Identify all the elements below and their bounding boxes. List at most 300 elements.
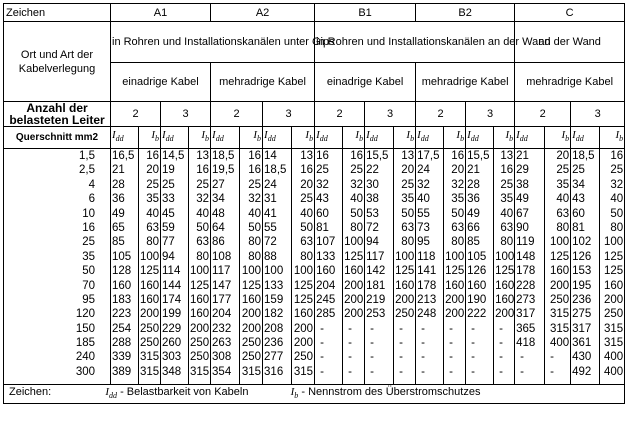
- table-cell: 100: [241, 265, 262, 278]
- table-cell: 117: [212, 265, 231, 278]
- table-cell: 250: [293, 351, 314, 364]
- table-cell: 348: [162, 365, 182, 378]
- table-cell: 125: [241, 279, 262, 292]
- table-cell: 34: [572, 178, 585, 191]
- header-symbol-idd: $I_{dd}$: [365, 127, 394, 149]
- table-cell: 141: [417, 265, 437, 278]
- table-cell: 32: [417, 178, 430, 191]
- table-cell: 31: [264, 193, 277, 206]
- group-b2: B2: [416, 4, 515, 22]
- table-cell: 222: [467, 308, 487, 321]
- header-symbol-idd: $I_{dd}$: [211, 127, 240, 149]
- querschnitt-value: 150: [75, 322, 95, 335]
- table-cell: 80: [610, 221, 624, 234]
- table-cell: -: [499, 322, 503, 335]
- group-c: C: [515, 4, 625, 22]
- header-symbol-ib: $I_b$: [545, 127, 571, 149]
- table-cell: 67: [516, 207, 529, 220]
- header-symbol-idd: $I_{dd}$: [315, 127, 343, 149]
- table-cell: 160: [293, 308, 314, 321]
- table-cell: 400: [603, 351, 624, 364]
- table-cell: 40: [248, 207, 262, 220]
- table-cell: 66: [467, 221, 480, 234]
- table-cell: -: [348, 351, 352, 364]
- table-cell: 315: [549, 308, 570, 321]
- table-cell: 250: [140, 322, 160, 335]
- table-cell: 100: [395, 250, 415, 263]
- table-cell: 315: [603, 322, 624, 335]
- table-cell: 27: [212, 178, 225, 191]
- table-cell: 204: [316, 279, 336, 292]
- table-cell: 308: [212, 351, 232, 364]
- table-cell: 200: [603, 293, 624, 306]
- table-cell: 229: [162, 322, 182, 335]
- table-cell: 35: [146, 193, 159, 206]
- table-cell: -: [421, 322, 425, 335]
- table-cell: 250: [190, 337, 210, 350]
- table-cell: 50: [196, 221, 210, 234]
- table-cell: 18,5: [212, 150, 235, 162]
- table-cell: 100: [293, 265, 314, 278]
- table-cell: -: [320, 365, 324, 378]
- table-cell: 32: [196, 193, 210, 206]
- data-column: [545, 149, 571, 385]
- table-cell: 25: [316, 164, 329, 177]
- querschnitt-value: 1,5: [79, 150, 95, 162]
- table-cell: 228: [516, 279, 536, 292]
- leiter-count: 2: [111, 102, 161, 127]
- table-cell: -: [520, 365, 524, 378]
- table-cell: 18,5: [572, 150, 595, 162]
- table-cell: 63: [146, 221, 159, 234]
- leiter-count: 2: [515, 102, 571, 127]
- table-cell: 303: [162, 351, 182, 364]
- table-cell: -: [348, 322, 352, 335]
- table-cell: 232: [212, 322, 232, 335]
- verlegung-label: Ort und Art der Kabelverlegung: [4, 22, 111, 102]
- table-cell: 178: [417, 279, 437, 292]
- table-cell: 35: [401, 193, 415, 206]
- table-cell: 277: [264, 351, 284, 364]
- table-cell: 16: [248, 150, 262, 162]
- table-cell: 250: [395, 308, 415, 321]
- table-cell: 418: [516, 337, 536, 350]
- table-cell: 50: [401, 207, 415, 220]
- table-cell: 14: [264, 150, 277, 162]
- data-column: [189, 149, 211, 385]
- header-symbol-idd: $I_{dd}$: [515, 127, 545, 149]
- table-cell: 13: [300, 150, 314, 162]
- footer-b-desc: - Nennstrom des Überstromschutzes: [301, 386, 481, 398]
- table-cell: -: [320, 322, 324, 335]
- data-column: [515, 149, 545, 385]
- table-cell: 80: [350, 221, 364, 234]
- data-column: [571, 149, 600, 385]
- table-cell: 16: [350, 150, 364, 162]
- table-cell: 153: [572, 265, 592, 278]
- table-cell: 34: [212, 193, 225, 206]
- kabel-b1: einadrige Kabel: [315, 63, 416, 102]
- table-cell: -: [499, 351, 503, 364]
- table-cell: 223: [112, 308, 132, 321]
- table-cell: 25: [610, 164, 624, 177]
- table-cell: 177: [212, 293, 232, 306]
- table-cell: 63: [451, 221, 465, 234]
- table-cell: -: [499, 365, 503, 378]
- table-cell: 80: [401, 236, 415, 249]
- table-cell: -: [499, 337, 503, 350]
- table-cell: 40: [610, 193, 624, 206]
- table-cell: 64: [212, 221, 225, 234]
- table-cell: 263: [212, 337, 232, 350]
- data-column: [263, 149, 292, 385]
- table-cell: 21: [112, 164, 125, 177]
- table-cell: 204: [212, 308, 232, 321]
- table-cell: 250: [241, 337, 262, 350]
- table-cell: 254: [112, 322, 132, 335]
- table-cell: 174: [162, 293, 182, 306]
- table-cell: 147: [212, 279, 232, 292]
- table-cell: -: [320, 351, 324, 364]
- table-cell: -: [399, 365, 403, 378]
- table-cell: 50: [248, 221, 262, 234]
- header-symbol-idd: $I_{dd}$: [571, 127, 600, 149]
- table-cell: 80: [451, 236, 465, 249]
- table-cell: 90: [516, 221, 529, 234]
- table-cell: 160: [190, 293, 210, 306]
- table-cell: 183: [112, 293, 132, 306]
- data-column: [416, 149, 444, 385]
- table-cell: 400: [549, 337, 570, 350]
- table-cell: 40: [146, 207, 159, 220]
- table-cell: -: [471, 365, 475, 378]
- table-cell: 200: [190, 322, 210, 335]
- table-cell: 125: [603, 250, 624, 263]
- table-cell: 16: [146, 150, 159, 162]
- table-cell: 100: [264, 265, 284, 278]
- table-cell: -: [421, 351, 425, 364]
- table-cell: 81: [572, 221, 585, 234]
- table-cell: 16: [610, 150, 624, 162]
- querschnitt-value: 4: [88, 178, 95, 191]
- zeichen-label: Zeichen: [4, 4, 111, 22]
- table-cell: 63: [300, 236, 314, 249]
- table-cell: 40: [500, 207, 514, 220]
- table-cell: 315: [190, 365, 210, 378]
- table-cell: -: [399, 351, 403, 364]
- table-cell: 317: [572, 322, 592, 335]
- header-symbol-ib: $I_b$: [240, 127, 263, 149]
- table-cell: 32: [451, 178, 465, 191]
- table-cell: 53: [366, 207, 379, 220]
- table-cell: -: [399, 322, 403, 335]
- table-cell: 125: [603, 265, 624, 278]
- header-symbol-ib: $I_b$: [343, 127, 365, 149]
- verlegung-c: an der Wand: [515, 22, 625, 63]
- table-cell: 85: [467, 236, 480, 249]
- table-cell: 250: [549, 293, 570, 306]
- table-cell: -: [348, 365, 352, 378]
- table-cell: 19: [162, 164, 175, 177]
- data-column: [494, 149, 515, 385]
- table-cell: 59: [162, 221, 175, 234]
- table-cell: 25: [500, 178, 514, 191]
- table-cell: 16,5: [112, 150, 135, 162]
- querschnitt-value: 25: [82, 236, 95, 249]
- table-cell: 108: [212, 250, 232, 263]
- leiter-count: 3: [263, 102, 315, 127]
- table-cell: 16: [451, 150, 465, 162]
- table-cell: 159: [264, 293, 284, 306]
- table-cell: 40: [350, 193, 364, 206]
- table-cell: 15,5: [467, 150, 490, 162]
- table-cell: 275: [572, 308, 592, 321]
- table-cell: 125: [395, 265, 415, 278]
- table-cell: 248: [417, 308, 437, 321]
- header-symbol-idd: $I_{dd}$: [161, 127, 189, 149]
- table-cell: 219: [366, 293, 386, 306]
- footer-legend: [4, 385, 625, 404]
- table-cell: 33: [162, 193, 175, 206]
- table-cell: 160: [467, 279, 487, 292]
- querschnitt-value: 120: [75, 308, 95, 321]
- kabel-b2: mehradrige Kabel: [416, 63, 515, 102]
- table-cell: 200: [445, 293, 465, 306]
- table-cell: 317: [516, 308, 536, 321]
- data-column: [365, 149, 394, 385]
- table-cell: 200: [344, 308, 364, 321]
- table-cell: -: [421, 365, 425, 378]
- querschnitt-label: Querschnitt mm2: [4, 127, 111, 149]
- table-cell: 160: [495, 279, 515, 292]
- table-cell: 40: [556, 193, 570, 206]
- table-cell: 195: [572, 279, 592, 292]
- header-symbol-ib: $I_b$: [292, 127, 315, 149]
- header-symbol-idd: $I_{dd}$: [466, 127, 494, 149]
- data-column: [466, 149, 494, 385]
- querschnitt-column: [4, 149, 111, 385]
- table-cell: 200: [395, 293, 415, 306]
- table-cell: 22: [366, 164, 379, 177]
- table-cell: 25: [300, 193, 314, 206]
- table-cell: 35: [500, 193, 514, 206]
- table-cell: 21: [516, 150, 529, 162]
- table-cell: 95: [417, 236, 430, 249]
- data-column: [394, 149, 416, 385]
- verlegung-a: in Rohren und Installationskanälen unter Gips: [111, 22, 315, 63]
- table-cell: 117: [366, 250, 385, 263]
- table-cell: 200: [241, 322, 262, 335]
- table-cell: 200: [445, 308, 465, 321]
- table-cell: 48: [212, 207, 225, 220]
- table-cell: 100: [445, 250, 465, 263]
- table-cell: 50: [451, 207, 465, 220]
- table-cell: 32: [350, 178, 364, 191]
- table-cell: 315: [549, 322, 570, 335]
- table-cell: 354: [212, 365, 232, 378]
- table-cell: 250: [140, 337, 160, 350]
- table-cell: 213: [417, 293, 437, 306]
- table-cell: 160: [112, 279, 132, 292]
- table-cell: 94: [162, 250, 175, 263]
- table-cell: -: [550, 365, 554, 378]
- table-cell: 133: [264, 279, 284, 292]
- table-cell: 20: [401, 164, 415, 177]
- table-cell: 160: [316, 265, 336, 278]
- table-cell: 80: [248, 236, 262, 249]
- verlegung-b: in Rohren und Installationskanälen an der Wand: [315, 22, 515, 63]
- table-cell: 55: [264, 221, 277, 234]
- header-symbol-ib: $I_b$: [444, 127, 466, 149]
- footer-row: [4, 385, 625, 404]
- data-column: [139, 149, 161, 385]
- querschnitt-value: 50: [82, 265, 95, 278]
- table-cell: 250: [190, 351, 210, 364]
- table-cell: 36: [112, 193, 125, 206]
- table-cell: -: [399, 337, 403, 350]
- querschnitt-value: 185: [75, 337, 95, 350]
- symbol-ib: $I_b$: [290, 386, 299, 401]
- table-cell: 208: [264, 322, 284, 335]
- table-cell: 73: [417, 221, 430, 234]
- table-cell: 25: [572, 164, 585, 177]
- table-cell: -: [471, 337, 475, 350]
- table-cell: -: [370, 322, 374, 335]
- table-cell: 32: [316, 178, 329, 191]
- table-cell: 285: [316, 308, 336, 321]
- data-column: [111, 149, 139, 385]
- table-cell: 86: [212, 236, 225, 249]
- table-cell: 50: [350, 207, 364, 220]
- table-cell: 125: [293, 293, 314, 306]
- table-cell: 200: [241, 308, 262, 321]
- table-cell: 236: [264, 337, 284, 350]
- table-cell: 160: [395, 279, 415, 292]
- table-cell: 236: [572, 293, 592, 306]
- table-cell: 35: [451, 193, 465, 206]
- querschnitt-value: 240: [75, 351, 95, 364]
- table-cell: 119: [516, 236, 535, 249]
- table-cell: -: [449, 322, 453, 335]
- table-cell: 72: [264, 236, 277, 249]
- table-cell: 63: [500, 221, 514, 234]
- table-cell: 260: [162, 337, 182, 350]
- group-b1: B1: [315, 4, 416, 22]
- leiter-count: 3: [365, 102, 416, 127]
- table-cell: 15,5: [366, 150, 389, 162]
- table-cell: 160: [344, 265, 364, 278]
- data-column: [211, 149, 240, 385]
- leiter-count: 3: [466, 102, 515, 127]
- table-cell: 81: [316, 221, 329, 234]
- header-symbol-ib: $I_b$: [600, 127, 625, 149]
- table-cell: 80: [300, 250, 314, 263]
- table-cell: 144: [162, 279, 182, 292]
- table-cell: 25: [248, 178, 262, 191]
- table-cell: 190: [467, 293, 487, 306]
- symbol-idd: $I_{dd}$: [105, 386, 117, 401]
- table-cell: 100: [344, 236, 364, 249]
- table-cell: 25: [556, 164, 570, 177]
- table-cell: 160: [445, 279, 465, 292]
- table-cell: 41: [264, 207, 277, 220]
- table-cell: 40: [196, 207, 210, 220]
- table-cell: 133: [316, 250, 336, 263]
- table-cell: 13: [196, 150, 210, 162]
- leiter-count: 2: [211, 102, 263, 127]
- table-cell: 30: [366, 178, 379, 191]
- table-cell: 199: [162, 308, 182, 321]
- data-body-row: [4, 149, 625, 385]
- table-cell: 63: [556, 207, 570, 220]
- table-cell: 389: [112, 365, 132, 378]
- table-cell: 13: [401, 150, 415, 162]
- table-cell: 118: [417, 250, 436, 263]
- table-cell: 20: [451, 164, 465, 177]
- header-row-verlegung: [4, 22, 625, 63]
- table-cell: 94: [366, 236, 379, 249]
- cable-load-table: [3, 3, 625, 404]
- header-row-zeichen: [4, 4, 625, 22]
- leiter-count: 2: [416, 102, 466, 127]
- table-cell: 250: [603, 308, 624, 321]
- table-cell: 200: [344, 293, 364, 306]
- table-cell: 126: [572, 250, 592, 263]
- querschnitt-value: 35: [82, 250, 95, 263]
- table-cell: 126: [467, 265, 487, 278]
- kabel-c: mehradrige Kabel: [515, 63, 625, 102]
- table-cell: 49: [112, 207, 125, 220]
- table-cell: 13: [500, 150, 514, 162]
- table-cell: 315: [140, 351, 160, 364]
- table-cell: 125: [344, 250, 364, 263]
- table-cell: 125: [140, 265, 160, 278]
- table-cell: 200: [495, 308, 515, 321]
- table-cell: 315: [140, 365, 160, 378]
- footer-dd-desc: - Belastbarkeit von Kabeln: [120, 386, 249, 398]
- table-cell: 16: [248, 164, 262, 177]
- table-cell: 16: [300, 164, 314, 177]
- table-cell: 125: [495, 265, 515, 278]
- table-cell: 16: [196, 164, 210, 177]
- group-a2: A2: [211, 4, 315, 22]
- table-cell: 38: [366, 193, 379, 206]
- querschnitt-value: 70: [82, 279, 95, 292]
- leiter-count: 3: [161, 102, 211, 127]
- table-cell: 100: [190, 265, 210, 278]
- table-cell: -: [449, 365, 453, 378]
- querschnitt-value: 16: [82, 221, 95, 234]
- table-cell: 288: [112, 337, 132, 350]
- table-cell: -: [320, 337, 324, 350]
- querschnitt-value: 2,5: [79, 164, 95, 177]
- table-cell: 25: [196, 178, 210, 191]
- table-cell: 142: [366, 265, 386, 278]
- table-cell: 16: [316, 150, 329, 162]
- table-cell: 49: [516, 193, 529, 206]
- table-cell: -: [348, 337, 352, 350]
- table-cell: 100: [549, 236, 570, 249]
- header-symbol-ib: $I_b$: [394, 127, 416, 149]
- querschnitt-value: 300: [75, 365, 95, 378]
- data-column: [315, 149, 343, 385]
- table-cell: -: [370, 337, 374, 350]
- table-cell: 315: [603, 337, 624, 350]
- header-symbol-idd: $I_{dd}$: [111, 127, 139, 149]
- table-cell: 492: [572, 365, 592, 378]
- table-cell: 19,5: [212, 164, 235, 177]
- table-cell: 182: [264, 308, 284, 321]
